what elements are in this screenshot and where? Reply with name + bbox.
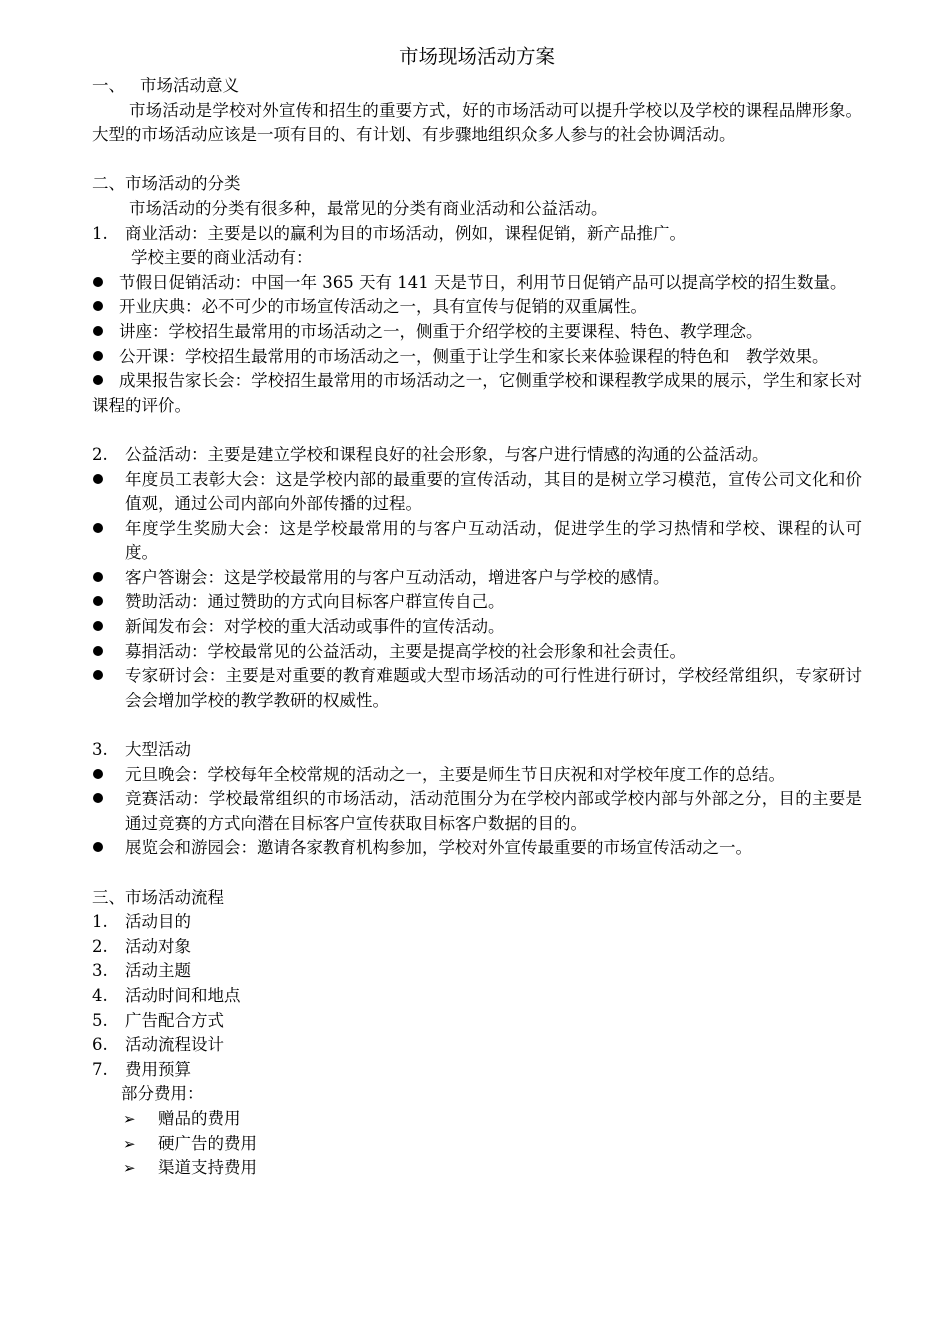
section-3-heading: 三、市场活动流程 <box>92 887 224 907</box>
costs-label: 部分费用： <box>121 1084 204 1104</box>
bullet-item <box>92 640 862 665</box>
bullet-dot-icon <box>93 351 103 361</box>
bullet-item <box>92 295 862 320</box>
bullet-item <box>92 468 862 517</box>
item-text: 活动目的 <box>125 912 191 932</box>
item-text: 费用预算 <box>125 1059 191 1079</box>
bullet-dot-icon <box>93 596 103 606</box>
bullet-item <box>92 345 862 370</box>
commercial-activity-item <box>92 222 862 247</box>
item-number: 7. <box>92 1059 108 1079</box>
process-item <box>92 1009 862 1034</box>
item-text: 活动时间和地点 <box>125 985 241 1005</box>
bullet-dot-icon <box>93 277 103 287</box>
item-number: 2. <box>92 444 108 464</box>
bullet-dot-icon <box>93 842 103 852</box>
process-item <box>92 1033 862 1058</box>
cost-item <box>92 1132 862 1157</box>
process-item <box>92 959 862 984</box>
process-item <box>92 910 862 935</box>
item-text: 广告配合方式 <box>125 1010 224 1030</box>
large-activity-item <box>92 738 862 763</box>
bullet-text: 年度学生奖励大会：这是学校最常用的与客户互动活动，促进学生的学习热情和学校、课程的认可度。 <box>125 518 862 563</box>
public-activity-item <box>92 443 862 468</box>
item-number: 2. <box>92 936 108 956</box>
bullet-item <box>92 517 862 566</box>
section-1-number: 一、 <box>92 76 125 95</box>
document-title: 市场现场活动方案 <box>398 45 555 68</box>
process-item <box>92 984 862 1009</box>
bullet-dot-icon <box>93 523 103 533</box>
cost-item <box>92 1107 862 1132</box>
bullet-text: 新闻发布会：对学校的重大活动或事件的宣传活动。 <box>125 617 505 637</box>
section-1-heading <box>92 74 862 99</box>
bullet-text: 展览会和游园会：邀请各家教育机构参加，学校对外宣传最重要的市场宣传活动之一。 <box>125 838 752 858</box>
item-number: 4. <box>92 985 108 1005</box>
cost-text: 赠品的费用 <box>158 1108 241 1128</box>
bullet-dot-icon <box>93 646 103 656</box>
bullet-item <box>92 369 862 418</box>
blank-line <box>92 148 862 173</box>
item-number: 3. <box>92 740 108 760</box>
bullet-dot-icon <box>93 670 103 680</box>
bullet-text: 开业庆典：必不可少的市场宣传活动之一，具有宣传与促销的双重属性。 <box>119 297 647 317</box>
bullet-item <box>92 320 862 345</box>
bullet-text: 竞赛活动：学校最常组织的市场活动，活动范围分为在学校内部或学校内部与外部之分，目的主要是通过竞赛的方式向潜在目标客户宣传获取目标客户数据的目的。 <box>125 789 862 833</box>
blank-line <box>92 861 862 886</box>
section-2-intro: 市场活动的分类有很多种，最常见的分类有商业活动和公益活动。 <box>129 198 608 218</box>
bullet-item <box>92 664 862 713</box>
cost-text: 硬广告的费用 <box>158 1133 257 1153</box>
item-number: 1. <box>92 912 108 932</box>
process-item <box>92 935 862 960</box>
arrow-right-icon: ➢ <box>123 1134 136 1153</box>
section-2-heading: 二、市场活动的分类 <box>92 174 241 194</box>
item-text: 活动主题 <box>125 961 191 981</box>
blank-line <box>92 418 862 443</box>
bullet-text: 赞助活动：通过赞助的方式向目标客户群宣传自己。 <box>125 592 505 612</box>
bullet-text: 募捐活动：学校最常见的公益活动，主要是提高学校的社会形象和社会责任。 <box>125 641 686 661</box>
bullet-dot-icon <box>93 793 103 803</box>
item-number: 5. <box>92 1010 108 1030</box>
item-text: 活动对象 <box>125 936 191 956</box>
bullet-text: 元旦晚会：学校每年全校常规的活动之一，主要是师生节日庆祝和对学校年度工作的总结。 <box>125 764 785 784</box>
item-text: 活动流程设计 <box>125 1035 224 1055</box>
document-page <box>92 42 862 1181</box>
section-1-paragraph: 市场活动是学校对外宣传和招生的重要方式，好的市场活动可以提升学校以及学校的课程品牌形象。大型的市场活动应该是一项有目的、有计划、有步骤地组织众多人参与的社会协调活动。 <box>92 100 862 145</box>
arrow-right-icon: ➢ <box>123 1109 136 1128</box>
bullet-text: 公开课：学校招生最常用的市场活动之一，侧重于让学生和家长来体验课程的特色和 教学效果。 <box>119 346 829 366</box>
item-number: 3. <box>92 961 108 981</box>
bullet-text: 成果报告家长会：学校招生最常用的市场活动之一，它侧重学校和课程教学成果的展示，学生和家长对课程的评价。 <box>92 371 862 415</box>
bullet-dot-icon <box>93 326 103 336</box>
bullet-item <box>92 566 862 591</box>
bullet-item <box>92 615 862 640</box>
bullet-text: 节假日促销活动：中国一年 365 天有 141 天是节日，利用节日促销产品可以提高学校的招生数量。 <box>119 272 847 292</box>
bullet-item <box>92 836 862 861</box>
bullet-text: 年度员工表彰大会：这是学校内部的最重要的宣传活动，其目的是树立学习模范，宣传公司文化和价值观，通过公司内部向外部传播的过程。 <box>125 469 862 514</box>
bullet-item <box>92 787 862 836</box>
commercial-sub-label: 学校主要的商业活动有： <box>131 248 313 268</box>
bullet-dot-icon <box>93 474 103 484</box>
bullet-text: 专家研讨会：主要是对重要的教育难题或大型市场活动的可行性进行研讨，学校经常组织，专家研讨会会增加学校的教学教研的权威性。 <box>125 666 862 710</box>
cost-text: 渠道支持费用 <box>158 1158 257 1178</box>
bullet-item <box>92 763 862 788</box>
item-text: 大型活动 <box>125 740 191 760</box>
bullet-dot-icon <box>93 769 103 779</box>
item-number: 1. <box>92 223 108 243</box>
item-text: 公益活动：主要是建立学校和课程良好的社会形象，与客户进行情感的沟通的公益活动。 <box>125 444 769 464</box>
section-1-title: 市场活动意义 <box>140 76 239 95</box>
bullet-dot-icon <box>93 301 103 311</box>
arrow-right-icon: ➢ <box>123 1159 136 1178</box>
process-item <box>92 1058 862 1083</box>
item-text: 商业活动：主要是以的赢利为目的市场活动，例如，课程促销，新产品推广。 <box>125 223 686 243</box>
bullet-dot-icon <box>93 572 103 582</box>
cost-item <box>92 1156 862 1181</box>
bullet-dot-icon <box>93 621 103 631</box>
bullet-item <box>92 271 862 296</box>
bullet-text: 讲座：学校招生最常用的市场活动之一，侧重于介绍学校的主要课程、特色、教学理念。 <box>119 321 763 341</box>
bullet-text: 客户答谢会：这是学校最常用的与客户互动活动，增进客户与学校的感情。 <box>125 567 670 587</box>
blank-line <box>92 713 862 738</box>
item-number: 6. <box>92 1035 108 1055</box>
bullet-item <box>92 590 862 615</box>
bullet-dot-icon <box>93 375 103 385</box>
